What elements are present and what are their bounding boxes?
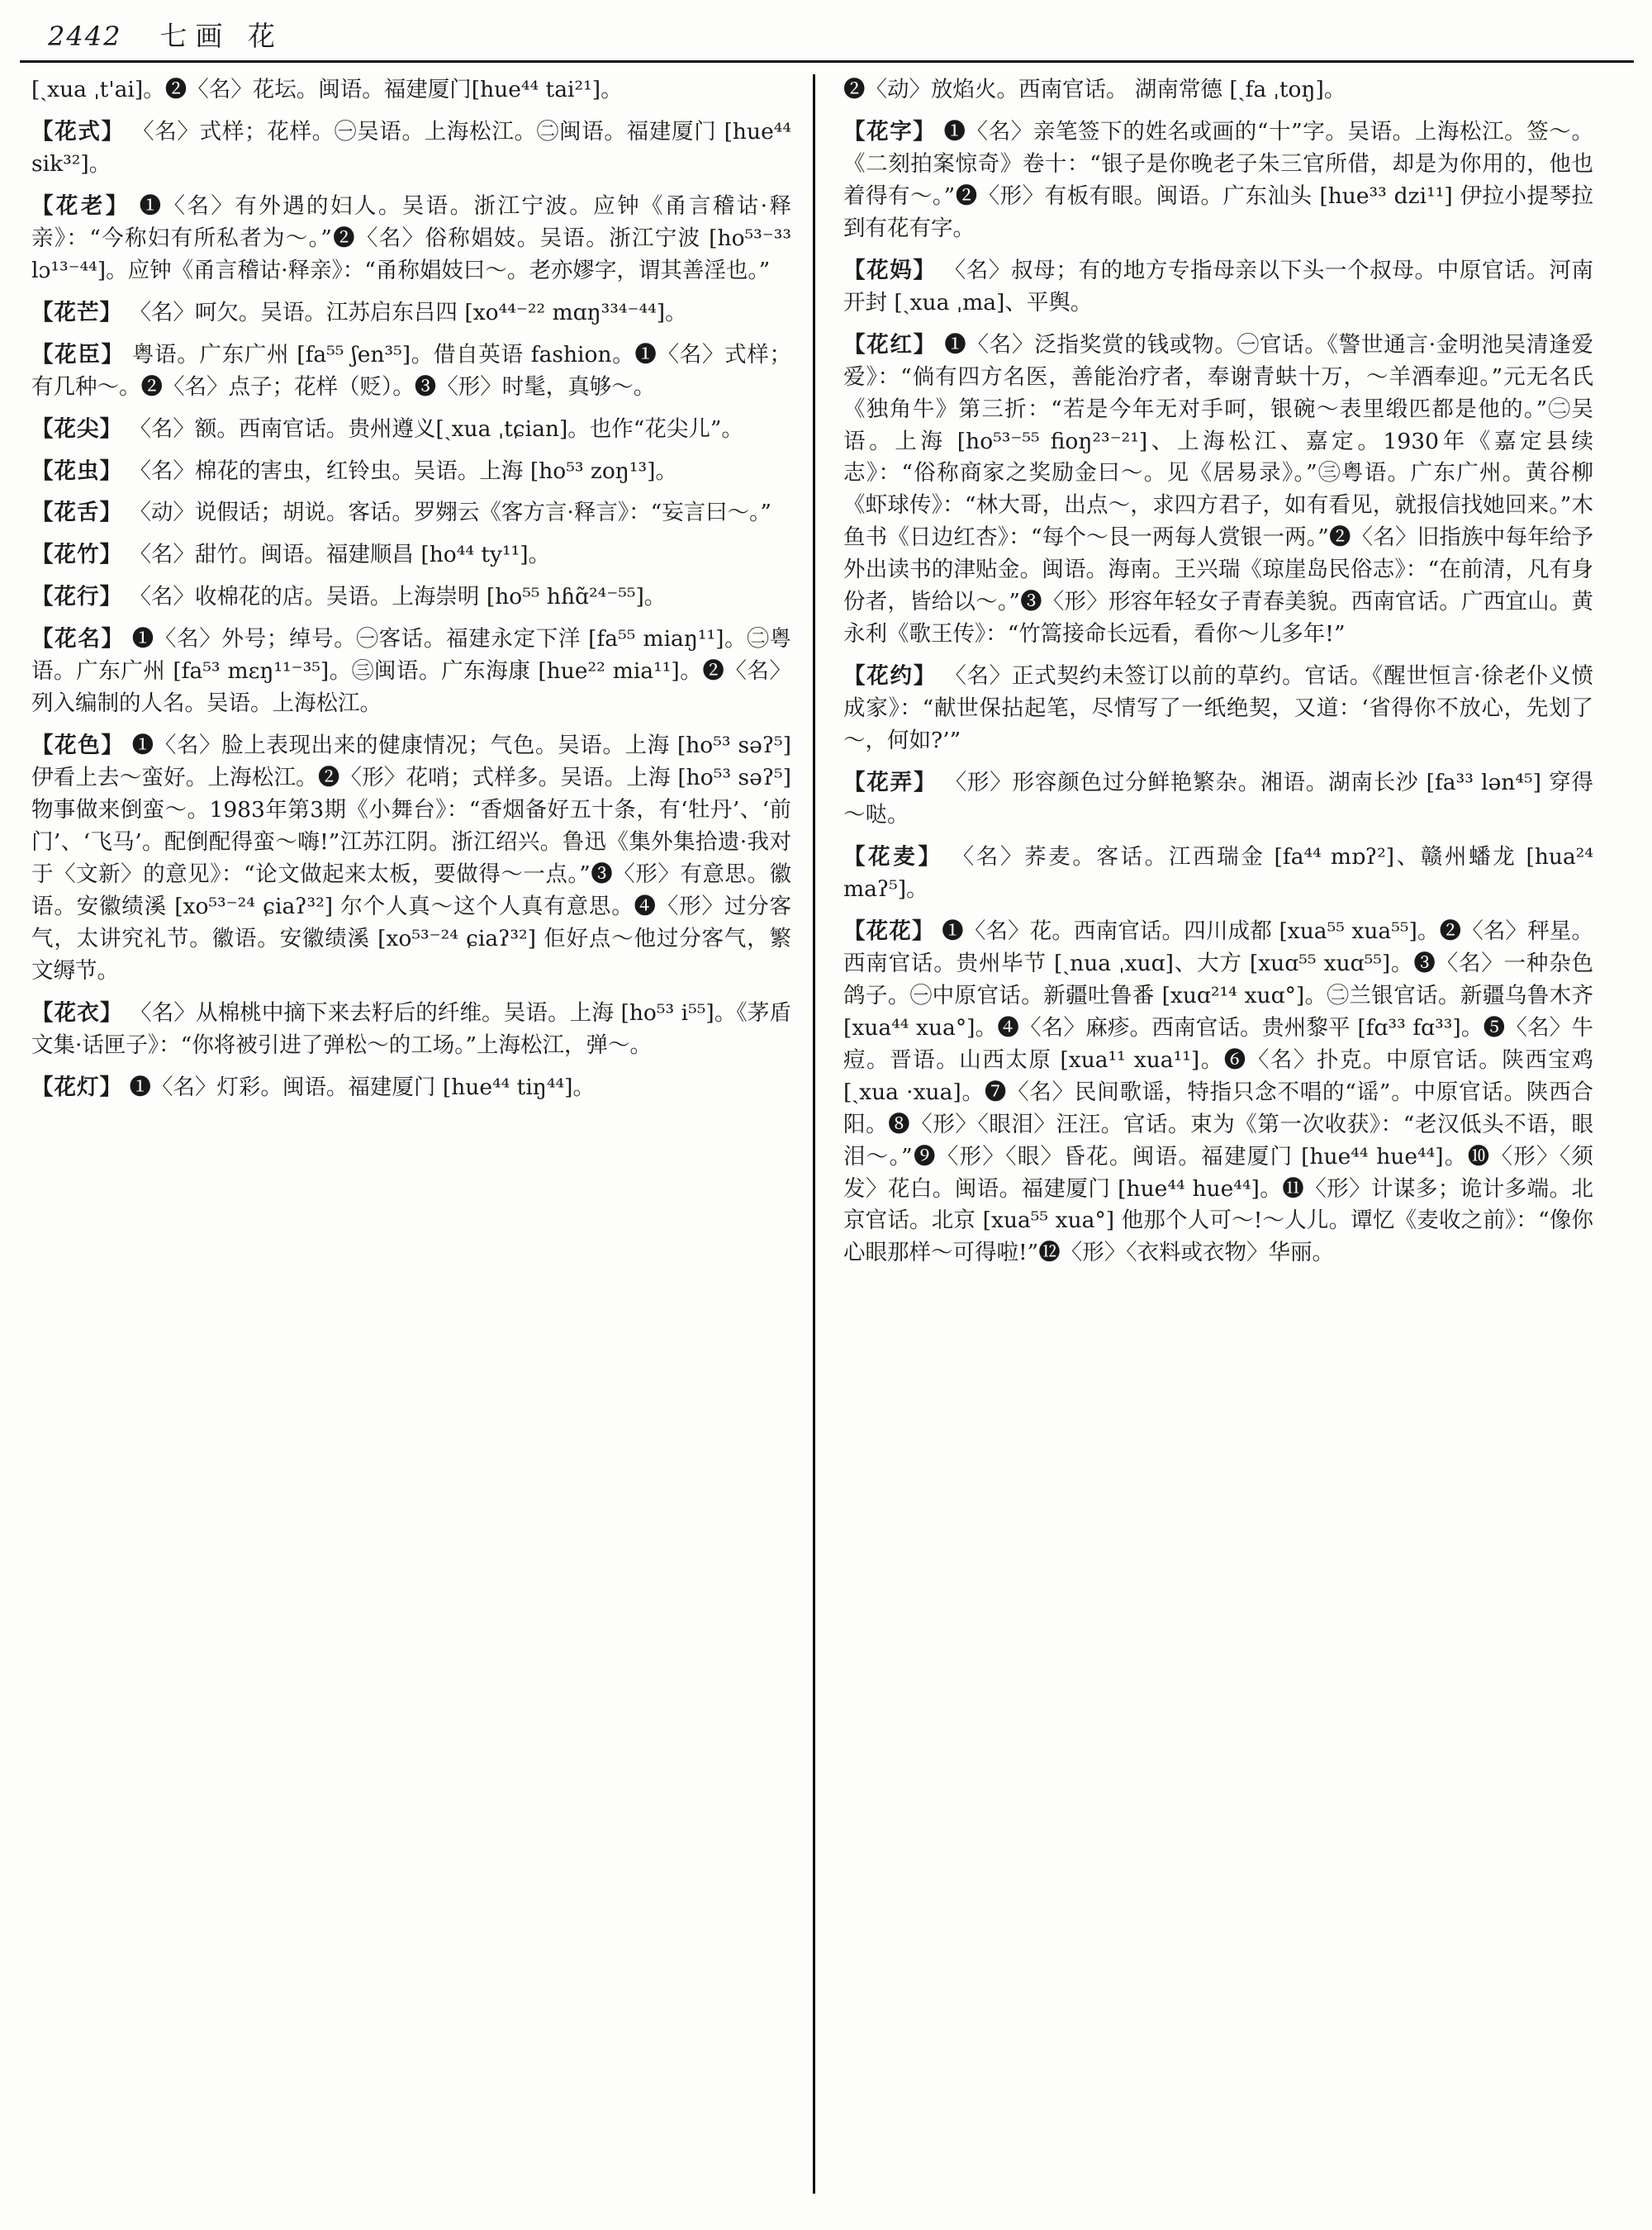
entry — [843, 74, 1593, 107]
entry-headword: 【花红】 — [843, 331, 938, 358]
entry-headword: 【花芒】 — [31, 299, 122, 325]
page-number: 2442 — [48, 21, 122, 52]
entry-headword: 【花式】 — [31, 118, 125, 145]
entry — [31, 539, 791, 572]
column-left — [20, 74, 813, 2194]
entry — [843, 255, 1593, 320]
entry-headword: 【花衣】 — [31, 999, 123, 1026]
entry — [31, 191, 791, 287]
entry — [31, 339, 791, 404]
entry — [31, 74, 791, 107]
entry-text: 〈动〉说假话；胡说。客话。罗翙云《客方言·释言》：“妄言曰～。” — [129, 500, 771, 526]
entry-headword: 【花老】 — [31, 192, 131, 219]
entry-text: 〈名〉荞麦。客话。江西瑞金 [fa⁴⁴ mɒʔ²]、赣州蟠龙 [hua²⁴ maʔ⁵]。 — [843, 843, 1594, 902]
entry-text: ❷〈动〉放焰火。西南官话。 湖南常德 [ˏfa ˌtoŋ]。 — [843, 77, 1346, 102]
running-head: 七画 花 — [159, 20, 283, 52]
entry-text: 〈名〉额。西南官话。贵州遵义[ˏxua ˌtɕian]。也作“花尖儿”。 — [129, 415, 743, 442]
entry-text: ❶〈名〉亲笔签下的姓名或画的“十”字。吴语。上海松江。签～。《二刻拍案惊奇》卷十：“银子是你晚老子朱三官所借，却是为你用的，他也着得有～。”❷〈形〉有板有眼。闽语。广东汕头 [hue³³ dzi¹¹] 伊拉小提琴拉到有花有字。 — [843, 118, 1593, 241]
entry-headword: 【花虫】 — [31, 458, 122, 484]
entry — [31, 414, 791, 446]
page-columns — [0, 63, 1652, 2194]
entry-headword: 【花名】 — [31, 626, 125, 652]
entry-headword: 【花花】 — [843, 918, 935, 944]
entry — [843, 916, 1593, 1269]
entry-headword: 【花字】 — [843, 118, 937, 145]
entry — [843, 842, 1593, 906]
entry — [31, 497, 791, 529]
entry-text: 粤语。广东广州 [fa⁵⁵ ʃen³⁵]。借自英语 fashion。❶〈名〉式样；有几种～。❷〈名〉点子；花样（贬）。❸〈形〉时髦，真够～。 — [31, 341, 791, 400]
entry-text: 〈名〉呵欠。吴语。江苏启东吕四 [xo⁴⁴⁻²² mɑŋ³³⁴⁻⁴⁴]。 — [129, 299, 687, 325]
entry-headword: 【花麦】 — [843, 843, 943, 870]
entry — [31, 116, 791, 181]
entry — [31, 297, 791, 330]
entry-text: ❶〈名〉外号；绰号。㊀客话。福建永定下洋 [fa⁵⁵ miaŋ¹¹]。㊁粤语。广东广州 [fa⁵³ mɛŋ¹¹⁻³⁵]。㊂闽语。广东海康 [hue²² mia¹¹]。❷〈名〉列入编制的人名。吴语。上海松江。 — [31, 626, 791, 717]
entry — [31, 581, 791, 614]
entry-text: ❶〈名〉灯彩。闽语。福建厦门 [hue⁴⁴ tiŋ⁴⁴]。 — [129, 1074, 595, 1100]
entry-headword: 【花灯】 — [31, 1074, 122, 1100]
entry — [843, 330, 1593, 652]
entry — [843, 767, 1593, 832]
entry-text: ❶〈名〉有外遇的妇人。吴语。浙江宁波。应钟《甬言稽诂·释亲》：“今称妇有所私者为～。”❷〈名〉俗称娼妓。吴语。浙江宁波 [ho⁵³⁻³³ lɔ¹³⁻⁴⁴]。应钟《甬言稽诂·释亲》：“甬称娼妓曰～。老亦嫪字，谓其善淫也。” — [31, 192, 791, 283]
entry-text: 〈名〉收棉花的店。吴语。上海崇明 [ho⁵⁵ hɦɑ̃²⁴⁻⁵⁵]。 — [129, 584, 667, 610]
entry-headword: 【花行】 — [31, 584, 122, 610]
entry-text: 〈名〉叔母；有的地方专指母亲以下头一个叔母。中原官话。河南开封 [ˏxua ˌma]、平舆。 — [843, 257, 1593, 316]
entry-headword: 【花妈】 — [843, 257, 937, 283]
entry — [31, 456, 791, 488]
entry-text: 〈名〉甜竹。闽语。福建顺昌 [ho⁴⁴ ty¹¹]。 — [129, 542, 551, 568]
entry-text: 〈名〉式样；花样。㊀吴语。上海松江。㊁闽语。福建厦门 [hue⁴⁴ sik³²]。 — [31, 118, 791, 177]
entry-headword: 【花约】 — [843, 663, 938, 690]
entry-headword: 【花舌】 — [31, 500, 122, 526]
entry-text: 〈名〉从棉桃中摘下来去籽后的纤维。吴语。上海 [ho⁵³ i⁵⁵]。《茅盾文集·话匣子》：“你将被引进了弹松～的工场。”上海松江，弹～。 — [31, 999, 792, 1058]
page-header — [0, 0, 1652, 60]
entry — [31, 1072, 791, 1104]
entry — [31, 730, 791, 988]
entry — [31, 998, 791, 1062]
entry-text: 〈形〉形容颜色过分鲜艳繁杂。湘语。湖南长沙 [fa³³ lən⁴⁵] 穿得～哒。 — [843, 770, 1593, 828]
entry-headword: 【花竹】 — [31, 542, 122, 568]
entry-text: 〈名〉正式契约未签订以前的草约。官话。《醒世恒言·徐老仆义愤成家》：“献世保拈起笔，尽情写了一纸绝契，又道：‘省得你不放心，先划了～，何如?’” — [843, 663, 1593, 754]
entry-headword: 【花弄】 — [843, 770, 938, 796]
entry-headword: 【花尖】 — [31, 415, 122, 442]
entry — [31, 624, 791, 720]
entry-headword: 【花色】 — [31, 733, 125, 759]
entry-text: ❶〈名〉泛指奖赏的钱或物。㊀官话。《警世通言·金明池吴清逢爱爱》：“倘有四方名医，善能治疗者，奉谢青蚨十万，～羊酒奉迎。”元无名氏《独角牛》第三折：“若是今年无对手呵，银碗～表里缎匹都是他的。”㊁吴语。上海 [ho⁵³⁻⁵⁵ fioŋ²³⁻²¹]、上海松江、嘉定。1930年《嘉定县续志》：“俗称商家之奖励金曰～。见《居易录》。”㊂粤语。广东广州。黄谷柳《虾球传》：“林大哥，出点～，求四方君子，如有看见，就报信找她回来。”木鱼书《日边红杏》：“每个～艮一两每人赏银一两。”❷〈名〉旧指族中每年给予外出读书的津贴金。闽语。海南。王兴瑞《琼崖岛民俗志》：“在前清，凡有身份者，皆给以～。”❸〈形〉形容年轻女子青春美貌。西南官话。广西宜山。黄永利《歌王传》：“竹篙接命长远看，看你～儿多年!” — [843, 331, 1593, 648]
entry-text: [ˏxua ˌt'ai]。❷〈名〉花坛。闽语。福建厦门[hue⁴⁴ tai²¹]。 — [31, 77, 623, 102]
column-right — [815, 74, 1608, 2194]
entry-text: ❶〈名〉脸上表现出来的健康情况；气色。吴语。上海 [ho⁵³ səʔ⁵] 伊看上去～蛮好。上海松江。❷〈形〉花哨；式样多。吴语。上海 [ho⁵³ səʔ⁵] 物事做来倒蛮～。1983年第3期《小舞台》：“香烟备好五十条，有‘牡丹’、‘前门’、‘飞马’。配倒配得蛮～嗨!”江苏江阴。浙江绍兴。鲁迅《集外集拾遗·我对于〈文新〉的意见》：“论文做起来太板，要做得～一点。”❸〈形〉有意思。徽语。安徽绩溪 [xo⁵³⁻²⁴ ɕiaʔ³²] 尔个人真～这个人真有意思。❹〈形〉过分客气，太讲究礼节。徽语。安徽绩溪 [xo⁵³⁻²⁴ ɕiaʔ³²] 佢好点～他过分客气，繁文缛节。 — [31, 733, 792, 984]
entry — [843, 116, 1593, 245]
entry-text: 〈名〉棉花的害虫，红铃虫。吴语。上海 [ho⁵³ zoŋ¹³]。 — [129, 458, 677, 484]
entry-headword: 【花臣】 — [31, 341, 125, 368]
entry — [843, 661, 1593, 757]
entry-text: ❶〈名〉花。西南官话。四川成都 [xua⁵⁵ xua⁵⁵]。❷〈名〉秤星。西南官话。贵州毕节 [ˏnua ˌxuɑ]、大方 [xuɑ⁵⁵ xuɑ⁵⁵]。❸〈名〉一种杂色鸽子。㊀中原官话。新疆吐鲁番 [xuɑ²¹⁴ xuɑ°]。㊁兰银官话。新疆乌鲁木齐 [xua⁴⁴ xua°]。❹〈名〉麻疹。西南官话。贵州黎平 [fɑ³³ fɑ³³]。❺〈名〉牛痘。晋语。山西太原 [xua¹¹ xua¹¹]。❻〈名〉扑克。中原官话。陕西宝鸡 [ˏxua ·xua]。❼〈名〉民间歌谣，特指只念不唱的“谣”。中原官话。陕西合阳。❽〈形〉〈眼泪〉汪汪。官话。束为《第一次收获》：“老汉低头不语，眼泪～。”❾〈形〉〈眼〉昏花。闽语。福建厦门 [hue⁴⁴ hue⁴⁴]。❿〈形〉〈须发〉花白。闽语。福建厦门 [hue⁴⁴ hue⁴⁴]。⓫〈形〉计谋多；诡计多端。北京官话。北京 [xua⁵⁵ xua°] 他那个人可～!～人儿。谭忆《麦收之前》：“像你心眼那样～可得啦!”⓬〈形〉〈衣料或衣物〉华丽。 — [843, 918, 1593, 1266]
